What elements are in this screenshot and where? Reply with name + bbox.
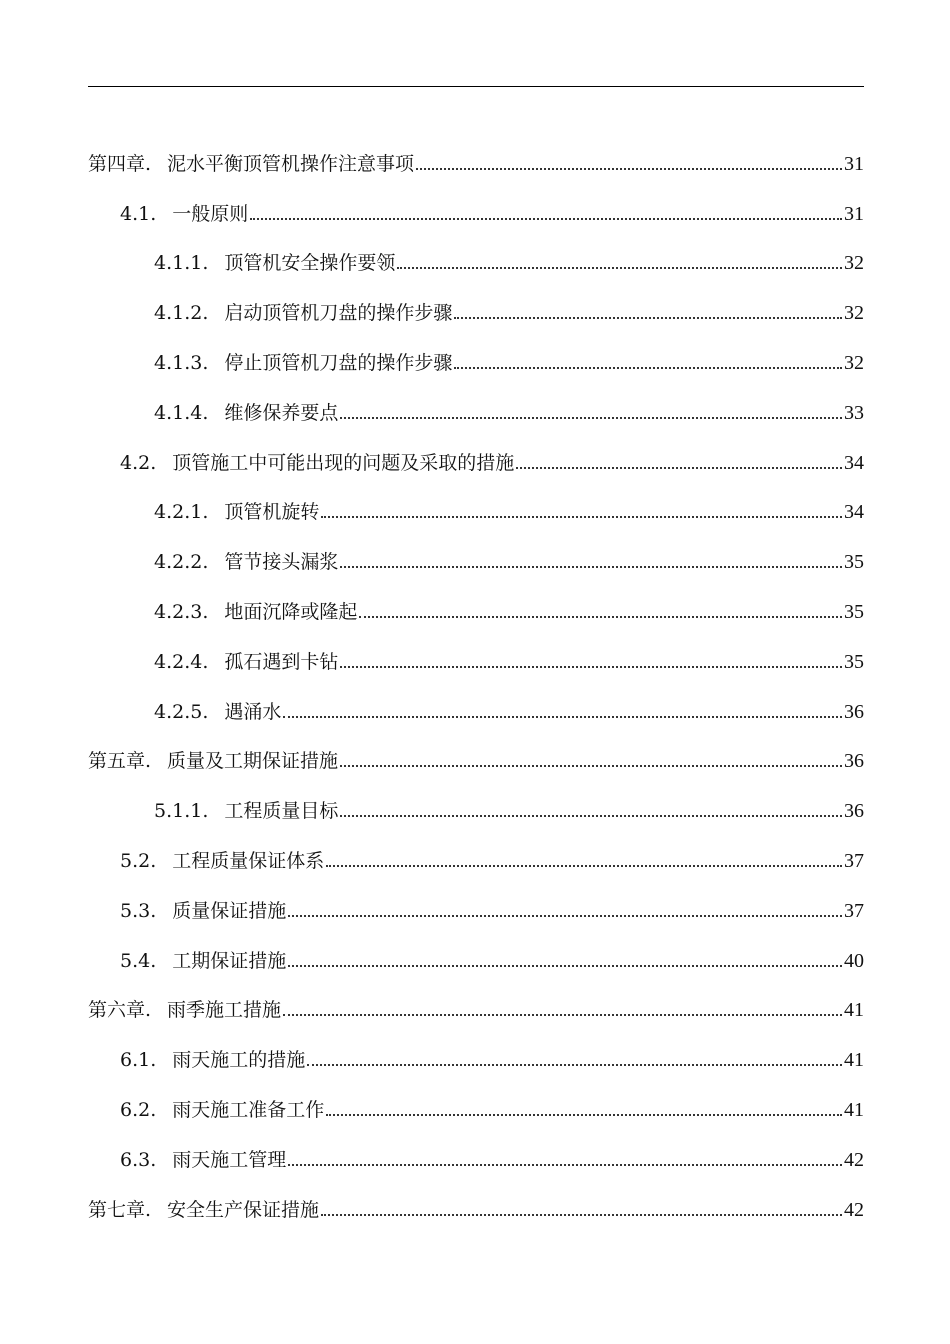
toc-dot-leader xyxy=(340,566,842,568)
toc-entry[interactable] xyxy=(88,873,864,923)
toc-dot-leader xyxy=(416,168,842,170)
toc-entry[interactable] xyxy=(88,325,864,375)
toc-dot-leader xyxy=(340,417,842,419)
toc-entry-page: 36 xyxy=(844,750,864,773)
toc-entry-page: 31 xyxy=(844,152,864,175)
toc-entry-page: 35 xyxy=(844,600,864,623)
toc-entry-page: 41 xyxy=(844,999,864,1022)
toc-entry-number: 4.2. xyxy=(120,451,157,474)
toc-entry-number: 4.2.1. xyxy=(154,501,209,524)
toc-entry-page: 41 xyxy=(844,1049,864,1072)
toc-entry-page: 31 xyxy=(844,202,864,225)
toc-entry-number: 4.1.3. xyxy=(154,351,209,374)
toc-entry[interactable] xyxy=(88,674,864,724)
toc-dot-leader xyxy=(288,1164,842,1166)
toc-entry-title: 雨天施工管理 xyxy=(172,1148,287,1171)
toc-entry-page: 37 xyxy=(844,899,864,922)
toc-entry-title: 顶管机旋转 xyxy=(224,501,320,524)
toc-entry-page: 32 xyxy=(844,351,864,374)
toc-entry-number: 5.3. xyxy=(120,899,157,922)
toc-entry[interactable] xyxy=(88,823,864,873)
toc-entry-page: 32 xyxy=(844,252,864,275)
toc-entry-title: 雨季施工措施 xyxy=(167,999,282,1022)
toc-entry[interactable] xyxy=(88,126,864,176)
toc-entry[interactable] xyxy=(88,923,864,973)
toc-entry-title: 工期保证措施 xyxy=(172,949,287,972)
toc-entry-number: 第七章. xyxy=(88,1198,152,1221)
toc-entry-number: 5.4. xyxy=(120,949,157,972)
toc-entry-title: 工程质量保证体系 xyxy=(172,849,325,872)
toc-entry[interactable] xyxy=(88,724,864,774)
toc-entry-number: 第六章. xyxy=(88,999,152,1022)
toc-entry-page: 42 xyxy=(844,1148,864,1171)
toc-dot-leader xyxy=(516,467,842,469)
toc-entry-title: 孤石遇到卡钻 xyxy=(224,650,339,673)
toc-dot-leader xyxy=(321,1214,842,1216)
toc-entry-number: 4.1. xyxy=(120,202,157,225)
toc-dot-leader xyxy=(326,1114,842,1116)
toc-entry[interactable] xyxy=(88,1172,864,1222)
toc-entry-page: 36 xyxy=(844,700,864,723)
toc-entry-page: 41 xyxy=(844,1098,864,1121)
table-of-contents xyxy=(88,126,864,1222)
toc-entry-title: 雨天施工的措施 xyxy=(172,1049,306,1072)
toc-entry-title: 顶管施工中可能出现的问题及采取的措施 xyxy=(172,451,515,474)
toc-entry-page: 32 xyxy=(844,302,864,325)
toc-entry-page: 34 xyxy=(844,451,864,474)
toc-entry[interactable] xyxy=(88,773,864,823)
toc-entry-title: 质量及工期保证措施 xyxy=(167,750,339,773)
toc-entry-page: 42 xyxy=(844,1198,864,1221)
toc-dot-leader xyxy=(283,1014,842,1016)
toc-entry-page: 33 xyxy=(844,401,864,424)
toc-dot-leader xyxy=(397,267,842,269)
toc-entry-number: 4.2.3. xyxy=(154,600,209,623)
toc-entry-number: 5.1.1. xyxy=(154,800,209,823)
header-rule xyxy=(88,86,864,87)
toc-entry[interactable] xyxy=(88,375,864,425)
toc-entry-title: 泥水平衡顶管机操作注意事项 xyxy=(167,152,415,175)
toc-dot-leader xyxy=(454,317,842,319)
toc-entry[interactable] xyxy=(88,226,864,276)
toc-dot-leader xyxy=(250,218,842,220)
toc-entry[interactable] xyxy=(88,275,864,325)
toc-entry-title: 停止顶管机刀盘的操作步骤 xyxy=(224,351,453,374)
toc-entry-number: 6.1. xyxy=(120,1049,157,1072)
toc-entry-title: 地面沉降或隆起 xyxy=(224,600,358,623)
toc-entry-number: 4.1.2. xyxy=(154,302,209,325)
toc-entry-number: 第五章. xyxy=(88,750,152,773)
toc-entry-number: 4.2.2. xyxy=(154,551,209,574)
toc-dot-leader xyxy=(340,666,842,668)
toc-entry-title: 顶管机安全操作要领 xyxy=(224,252,396,275)
toc-entry[interactable] xyxy=(88,1072,864,1122)
toc-entry-number: 4.2.4. xyxy=(154,650,209,673)
toc-entry-title: 安全生产保证措施 xyxy=(167,1198,320,1221)
toc-entry-title: 工程质量目标 xyxy=(224,800,339,823)
toc-entry[interactable] xyxy=(88,475,864,525)
toc-entry[interactable] xyxy=(88,624,864,674)
toc-dot-leader xyxy=(454,367,842,369)
toc-entry-number: 第四章. xyxy=(88,152,152,175)
toc-dot-leader xyxy=(340,765,842,767)
toc-dot-leader xyxy=(326,865,842,867)
toc-entry[interactable] xyxy=(88,425,864,475)
toc-entry-title: 质量保证措施 xyxy=(172,899,287,922)
toc-entry[interactable] xyxy=(88,574,864,624)
toc-entry-page: 36 xyxy=(844,800,864,823)
toc-dot-leader xyxy=(321,516,842,518)
toc-entry[interactable] xyxy=(88,176,864,226)
toc-entry-title: 管节接头漏浆 xyxy=(224,551,339,574)
toc-entry-page: 35 xyxy=(844,650,864,673)
toc-entry-number: 4.2.5. xyxy=(154,700,209,723)
toc-entry-number: 5.2. xyxy=(120,849,157,872)
toc-dot-leader xyxy=(288,965,842,967)
toc-entry-page: 37 xyxy=(844,849,864,872)
toc-dot-leader xyxy=(340,815,842,817)
toc-entry-number: 6.3. xyxy=(120,1148,157,1171)
toc-dot-leader xyxy=(307,1064,842,1066)
toc-entry-page: 40 xyxy=(844,949,864,972)
toc-entry-number: 4.1.1. xyxy=(154,252,209,275)
toc-dot-leader xyxy=(359,616,842,618)
toc-entry-page: 34 xyxy=(844,501,864,524)
toc-dot-leader xyxy=(283,716,842,718)
toc-entry[interactable] xyxy=(88,1022,864,1072)
toc-entry-page: 35 xyxy=(844,551,864,574)
toc-dot-leader xyxy=(288,915,842,917)
toc-entry-title: 一般原则 xyxy=(172,202,249,225)
toc-entry-title: 维修保养要点 xyxy=(224,401,339,424)
toc-entry-number: 4.1.4. xyxy=(154,401,209,424)
toc-entry-title: 遇涌水 xyxy=(224,700,282,723)
toc-entry-number: 6.2. xyxy=(120,1098,157,1121)
toc-entry-title: 雨天施工准备工作 xyxy=(172,1098,325,1121)
toc-entry[interactable] xyxy=(88,524,864,574)
toc-entry-title: 启动顶管机刀盘的操作步骤 xyxy=(224,302,453,325)
toc-entry[interactable] xyxy=(88,1122,864,1172)
toc-entry[interactable] xyxy=(88,973,864,1023)
